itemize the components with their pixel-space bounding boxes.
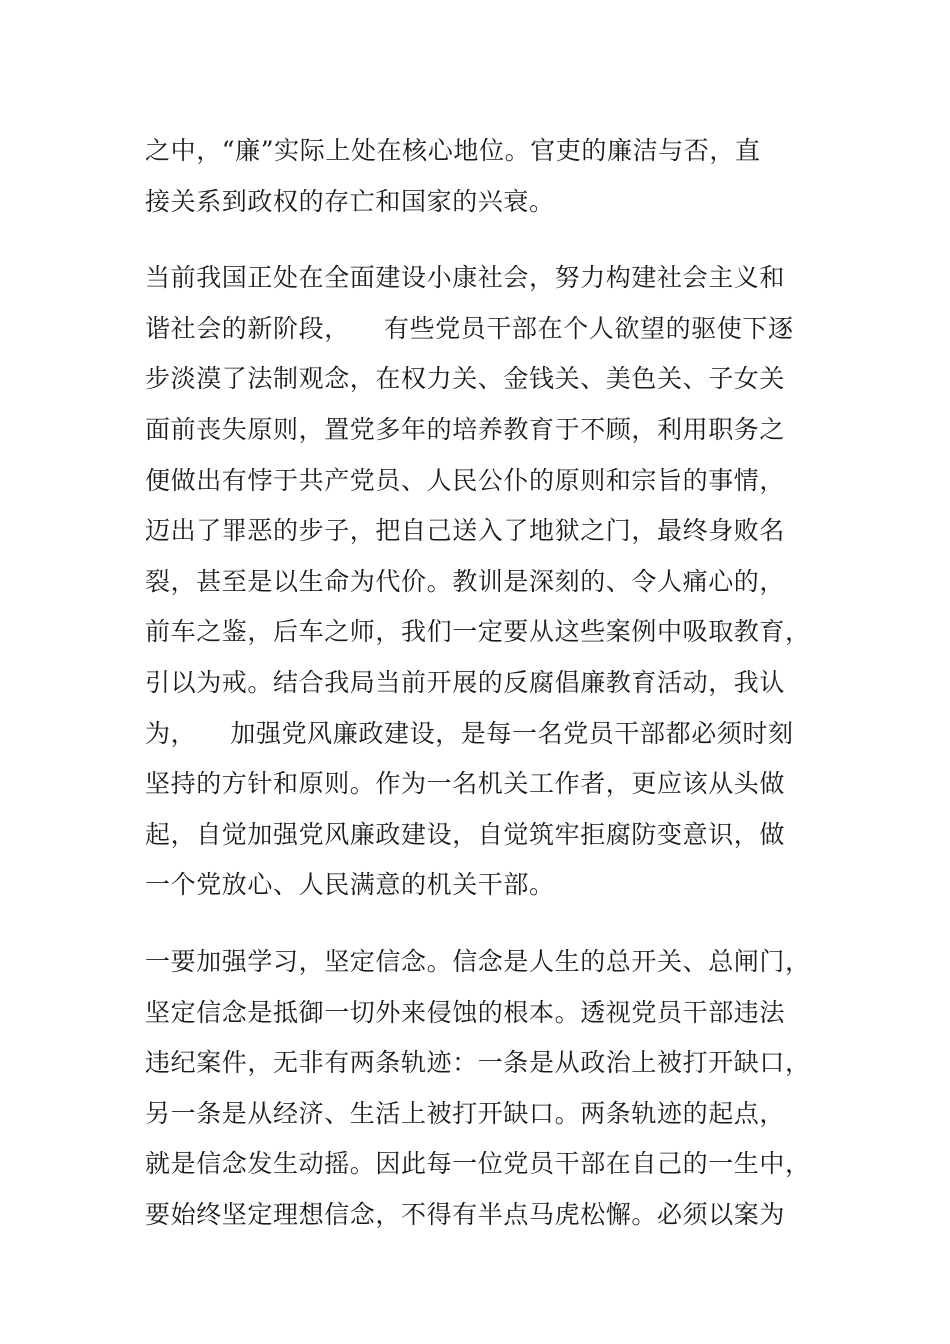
text-line: 引以为戒。结合我局当前开展的反腐倡廉教育活动，我认 — [145, 667, 786, 697]
text-line: 之中，“廉”实际上处在核心地位。官吏的廉洁与否，直 — [145, 136, 761, 165]
paragraph-3 — [145, 937, 811, 1241]
text-line: 另一条是从经济、生活上被打开缺口。两条轨迹的起点， — [145, 1098, 786, 1128]
text-line: 当前我国正处在全面建设小康社会，努力构建社会主义和 — [145, 263, 786, 293]
text-line: 一要加强学习，坚定信念。信念是人生的总开关、总闸门， — [145, 946, 811, 976]
text-line: 违纪案件，无非有两条轨迹：一条是从政治上被打开缺口， — [145, 1048, 811, 1078]
text-line: 起，自觉加强党风廉政建设，自觉筑牢拒腐防变意识，做 — [145, 819, 786, 849]
text-line: 前车之鉴，后车之师，我们一定要从这些案例中吸取教育， — [145, 617, 811, 647]
paragraph-spacer — [145, 227, 805, 253]
document-body — [145, 126, 811, 1240]
text-line: 坚持的方针和原则。作为一名机关工作者，更应该从头做 — [145, 769, 786, 799]
text-line: 便做出有悖于共产党员、人民公仆的原则和宗旨的事情， — [145, 465, 786, 495]
text-line: 步淡漠了法制观念，在权力关、金钱关、美色关、子女关 — [145, 364, 786, 394]
text-line: 坚定信念是抵御一切外来侵蚀的根本。透视党员干部违法 — [145, 997, 786, 1027]
paragraph-spacer — [145, 911, 805, 937]
text-line: 就是信念发生动摇。因此每一位党员干部在自己的一生中， — [145, 1149, 811, 1179]
text-line: 面前丧失原则，置党多年的培养教育于不顾，利用职务之 — [145, 414, 786, 444]
text-line: 裂，甚至是以生命为代价。教训是深刻的、令人痛心的， — [145, 566, 786, 596]
text-line: 一个党放心、人民满意的机关干部。 — [145, 870, 555, 900]
text-line: 迈出了罪恶的步子，把自己送入了地狱之门，最终身败名 — [145, 516, 786, 546]
paragraph-2 — [145, 253, 811, 911]
paragraph-1 — [145, 126, 805, 227]
text-line: 接关系到政权的存亡和国家的兴衰。 — [145, 186, 555, 216]
text-line: 谐社会的新阶段， 有些党员干部在个人欲望的驱使下逐 — [145, 313, 794, 343]
text-line: 要始终坚定理想信念，不得有半点马虎松懈。必须以案为 — [145, 1199, 786, 1229]
text-line: 为， 加强党风廉政建设，是每一名党员干部都必须时刻 — [145, 718, 794, 748]
